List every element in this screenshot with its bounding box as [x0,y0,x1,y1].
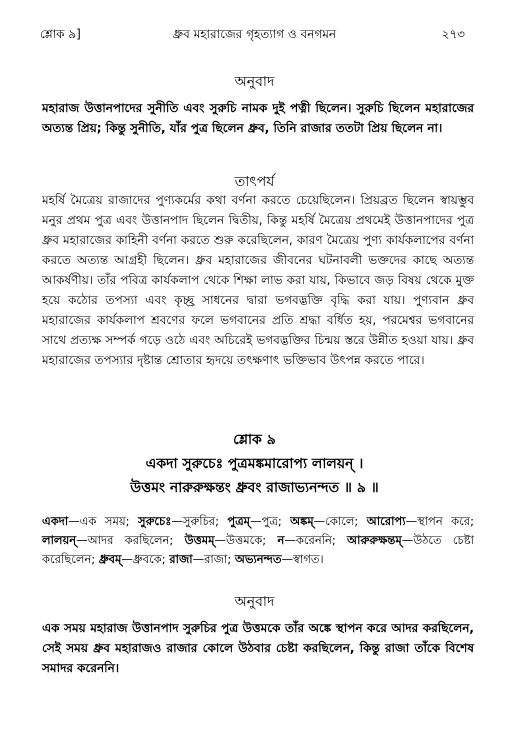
sanskrit-word: উত্তমম্ [184,533,215,547]
running-title: ধ্রুব মহারাজের গৃহত্যাগ ও বনগমন [172,27,337,41]
word-meaning: —আদর করছিলেন; [76,533,185,547]
verse-line-2: উত্তমং নারুরুক্ষন্তং ধ্রুবং রাজাভ্যনন্দত ॥ ৯ ॥ [130,480,379,496]
chapter-verse-ref: শ্লোক ৯] [40,27,81,41]
translation-text-2: এক সময় মহারাজ উত্তানপাদ সুরুচির পুত্র উত্তমকে তাঁর অঙ্কে স্থাপন করে আদর করছিলেন, সেই সময় ধ্রুব মহারাজও রাজার কোলে উঠবার চেষ্টা করছিলেন, কিন্তু রাজা তাঁকে বিশেষ সমাদর করেননি। [42,621,474,675]
word-meaning: —ধ্রুবকে; [121,552,170,566]
purport-heading: তাৎপর্য [234,174,275,190]
verse-heading: শ্লোক ৯ [233,432,276,448]
translation-heading: অনুবাদ [234,74,275,90]
word-meaning: —পুত্র; [250,514,291,528]
word-meaning: —কোলে; [313,514,367,528]
sanskrit-word: লালয়ন্ [42,533,77,547]
word-meaning: —উঠতে চেষ্টা করেছিলেন; [42,533,474,566]
word-meaning: —করেননি; [284,533,348,547]
sanskrit-word: ন [277,533,285,547]
word-meaning: —সুরুচির; [171,514,228,528]
translation-heading-2: অনুবাদ [234,594,275,610]
sanskrit-word: সুরুচেঃ [137,514,172,528]
word-meaning: —রাজা; [192,552,235,566]
translation-text: মহারাজ উত্তানপাদের সুনীতি এবং সুরুচি নামক দুই পত্নী ছিলেন। সুরুচি ছিলেন মহারাজের অত্যন্ত প্রিয়; কিন্তু সুনীতি, যাঁর পুত্র ছিলেন ধ্রুব, তিনি রাজার ততটা প্রিয় ছিলেন না। [42,101,474,135]
sanskrit-word: আরুরুক্ষন্তম্ [347,533,402,547]
sanskrit-word: আরোপ্য [366,514,406,528]
sanskrit-word: অঙ্কম্ [290,514,314,528]
word-meaning: —স্থাপন করে; [405,514,474,528]
word-meanings [42,512,474,569]
verse-line-1: একদা সুরুচেঃ পুত্রমঙ্কমারোপ্য লালয়ন্ । [145,456,364,472]
sanskrit-word: একদা [42,514,69,528]
page-number: ২৭৩ [441,27,465,41]
sanskrit-word: অভ্যনন্দত [234,552,282,566]
word-meaning: —স্বাগত। [281,552,324,566]
purport-text: মহর্ষি মৈত্রেয় রাজাদের পুণ্যকর্মের কথা বর্ণনা করতে চেয়েছিলেন। প্রিয়ব্রত ছিলেন স্বায়ম্ভুব মনুর প্রথম পুত্র এবং উত্তানপাদ ছিলেন দ্বিতীয়, কিন্তু মহর্ষি মৈত্রেয় প্রথমেই উত্তানপাদের পুত্র ধ্রুব মহারাজের কাহিনী বর্ণনা করতে শুরু করেছিলেন, কারণ মৈত্রেয় পুণ্য কার্যকলাপের বর্ণনা করতে অত্যন্ত আগ্রহী ছিলেন। ধ্রুব মহারাজের জীবনের ঘটনাবলী ভক্তদের কাছে অত্যন্ত আকর্ষণীয়। তাঁর পবিত্র কার্যকলাপ থেকে শিক্ষা লাভ করা যায়, কিভাবে জড় বিষয় থেকে মুক্ত হয়ে কঠোর তপস্যা এবং কৃচ্ছ্র সাধনের দ্বারা ভগবদ্ভক্তি বৃদ্ধি করা যায়। পুণ্যবান ধ্রুব মহারাজের কার্যকলাপ শ্রবণের ফলে ভগবানের প্রতি শ্রদ্ধা বর্ধিত হয়, পরমেশ্বর ভগবানের সাথে প্রত্যক্ষ সম্পর্ক গড়ে ওঠে এবং অচিরেই ভগবদ্ভক্তির চিন্ময় স্তরে উন্নীত হওয়া যায়। ধ্রুব মহারাজের তপস্যার দৃষ্টান্ত শ্রোতার হৃদয়ে তৎক্ষণাৎ ভক্তিভাব উৎপন্ন করতে পারে। [42,193,474,367]
sanskrit-word: রাজা [169,552,193,566]
word-meaning: —এক সময়; [68,514,138,528]
word-meaning: —উত্তমকে; [214,533,278,547]
sanskrit-word: পুত্রম্ [227,514,251,528]
sanskrit-word: ধ্রুবম্ [98,552,122,566]
